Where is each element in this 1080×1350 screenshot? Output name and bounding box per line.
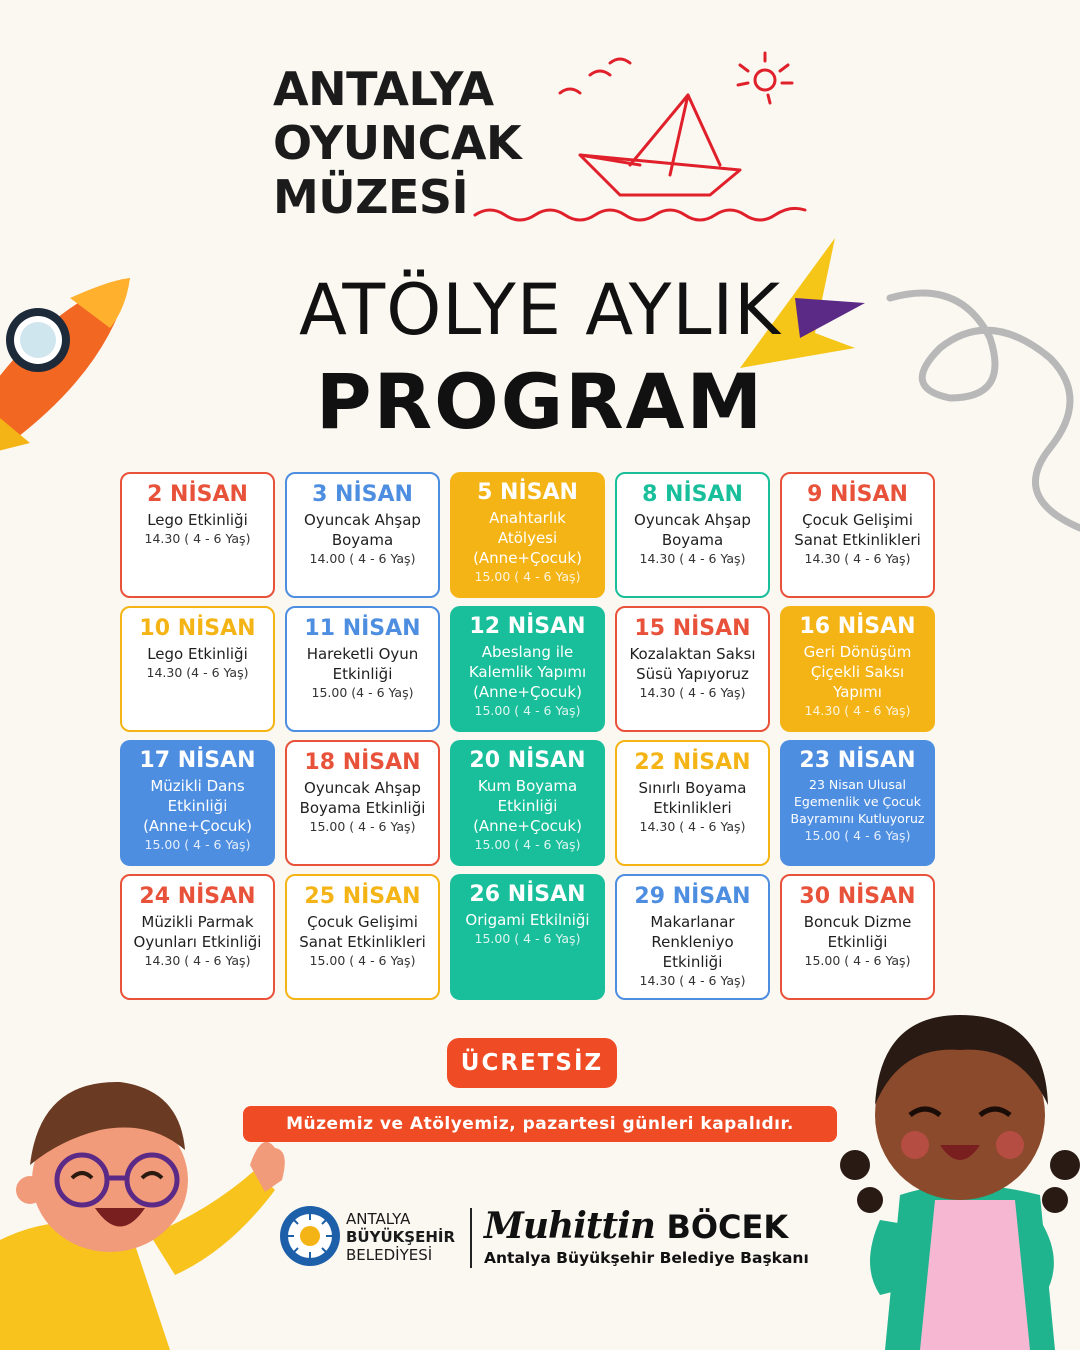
boy-illustration xyxy=(0,1060,300,1350)
event-title-line: Oyunları Etkinliği xyxy=(133,933,262,951)
event-title-line: Renkleniyo xyxy=(651,933,734,951)
event-title-line: Oyuncak Ahşap xyxy=(304,779,421,797)
event-title-line: Etkinliği xyxy=(497,797,558,815)
municipality-name-line: BÜYÜKŞEHİR xyxy=(346,1228,456,1246)
event-card xyxy=(120,472,275,598)
event-card xyxy=(780,472,935,598)
event-title-line: Boyama xyxy=(331,531,394,549)
event-time: 15.00 (4 - 6 Yaş) xyxy=(311,685,414,700)
event-title-line: Müzikli Dans xyxy=(150,777,245,795)
event-title-line: Çiçekli Saksı xyxy=(810,663,905,681)
event-title-line: Bayramını Kutluyoruz xyxy=(790,811,925,826)
event-date: 8 NİSAN xyxy=(642,482,743,507)
event-title-line: Egemenlik ve Çocuk xyxy=(794,794,921,809)
girl-illustration xyxy=(840,1005,1080,1350)
event-date: 20 NİSAN xyxy=(469,748,586,773)
event-title-line: Kalemlik Yapımı xyxy=(468,663,587,681)
event-card xyxy=(285,606,440,732)
event-card xyxy=(450,740,605,866)
event-card xyxy=(615,606,770,732)
event-time: 14.30 ( 4 - 6 Yaş) xyxy=(144,531,251,546)
event-date: 16 NİSAN xyxy=(799,614,916,639)
event-card xyxy=(285,874,440,1000)
event-date: 2 NİSAN xyxy=(147,482,248,507)
event-title-line: Makarlanar xyxy=(650,913,735,931)
event-time: 15.00 ( 4 - 6 Yaş) xyxy=(309,819,416,834)
event-date: 26 NİSAN xyxy=(469,882,586,907)
event-card xyxy=(120,740,275,866)
museum-title-line: OYUNCAK xyxy=(273,116,522,170)
event-title-line: Sanat Etkinlikleri xyxy=(794,531,921,549)
museum-title-line: MÜZESİ xyxy=(273,170,469,224)
event-date: 10 NİSAN xyxy=(139,616,256,641)
event-date: 29 NİSAN xyxy=(634,884,751,909)
event-date: 18 NİSAN xyxy=(304,750,421,775)
event-card xyxy=(450,606,605,732)
event-title-line: Çocuk Gelişimi xyxy=(802,511,913,529)
event-title-line: Abeslang ile xyxy=(481,643,574,661)
event-date: 24 NİSAN xyxy=(139,884,256,909)
event-date: 22 NİSAN xyxy=(634,750,751,775)
event-card xyxy=(450,874,605,1000)
event-time: 14.30 ( 4 - 6 Yaş) xyxy=(639,551,746,566)
footer-divider xyxy=(470,1208,472,1268)
event-title-line: Kum Boyama xyxy=(477,777,578,795)
event-title-line: Etkinliği xyxy=(662,953,723,971)
event-title-line: Sınırlı Boyama xyxy=(638,779,747,797)
event-title-line: Oyuncak Ahşap xyxy=(304,511,421,529)
event-card xyxy=(120,606,275,732)
event-title-line: Hareketli Oyun xyxy=(306,645,419,663)
event-title-line: Origami Etkilniği xyxy=(465,911,590,929)
event-card xyxy=(285,740,440,866)
event-title-line: Oyuncak Ahşap xyxy=(634,511,751,529)
event-title-line: Sanat Etkinlikleri xyxy=(299,933,426,951)
closed-notice-banner: Müzemiz ve Atölyemiz, pazartesi günleri kapalıdır. xyxy=(243,1106,837,1142)
event-time: 15.00 ( 4 - 6 Yaş) xyxy=(474,931,581,946)
event-time: 15.00 ( 4 - 6 Yaş) xyxy=(804,953,911,968)
event-title-line: Anahtarlık xyxy=(489,509,566,527)
municipality-name-line: ANTALYA xyxy=(346,1210,411,1228)
event-time: 14.30 (4 - 6 Yaş) xyxy=(146,665,249,680)
event-date: 30 NİSAN xyxy=(799,884,916,909)
event-title-line: 23 Nisan Ulusal xyxy=(809,777,906,792)
event-title-line: Etkinliği xyxy=(827,933,888,951)
event-title-line: Boncuk Dizme xyxy=(803,913,912,931)
event-card xyxy=(780,740,935,866)
event-time: 14.30 ( 4 - 6 Yaş) xyxy=(144,953,251,968)
event-date: 9 NİSAN xyxy=(807,482,908,507)
event-date: 12 NİSAN xyxy=(469,614,586,639)
municipality-logo-icon xyxy=(279,1205,341,1267)
mayor-signature xyxy=(484,1206,809,1269)
event-card xyxy=(780,606,935,732)
event-card xyxy=(615,874,770,1000)
event-grid xyxy=(120,472,936,1000)
event-title-line: Boyama Etkinliği xyxy=(299,799,426,817)
event-time: 15.00 ( 4 - 6 Yaş) xyxy=(309,953,416,968)
museum-title xyxy=(273,62,521,224)
event-title-line: Boyama xyxy=(661,531,724,549)
event-time: 14.30 ( 4 - 6 Yaş) xyxy=(639,685,746,700)
event-title-line: (Anne+Çocuk) xyxy=(143,817,252,835)
event-time: 14.30 ( 4 - 6 Yaş) xyxy=(639,973,746,988)
event-time: 15.00 ( 4 - 6 Yaş) xyxy=(804,828,911,843)
event-date: 17 NİSAN xyxy=(139,748,256,773)
event-title-line: (Anne+Çocuk) xyxy=(473,549,582,567)
mayor-name: Muhittin BÖCEK xyxy=(484,1205,789,1247)
mayor-role: Antalya Büyükşehir Belediye Başkanı xyxy=(484,1249,809,1267)
program-heading-line1: ATÖLYE AYLIK xyxy=(298,269,781,351)
event-time: 14.30 ( 4 - 6 Yaş) xyxy=(639,819,746,834)
event-card xyxy=(450,472,605,598)
event-title-line: Atölyesi xyxy=(497,529,558,547)
event-title-line: Geri Dönüşüm xyxy=(803,643,912,661)
event-card xyxy=(615,472,770,598)
event-time: 15.00 ( 4 - 6 Yaş) xyxy=(144,837,251,852)
event-date: 11 NİSAN xyxy=(304,616,421,641)
event-title-line: (Anne+Çocuk) xyxy=(473,683,582,701)
event-date: 5 NİSAN xyxy=(477,480,578,505)
event-time: 15.00 ( 4 - 6 Yaş) xyxy=(474,837,581,852)
event-card xyxy=(120,874,275,1000)
event-title-line: Yapımı xyxy=(833,683,882,701)
event-date: 25 NİSAN xyxy=(304,884,421,909)
event-title-line: Lego Etkinliği xyxy=(147,645,248,663)
event-title-line: Etkinlikleri xyxy=(653,799,732,817)
event-date: 3 NİSAN xyxy=(312,482,413,507)
museum-title-line: ANTALYA xyxy=(273,62,494,116)
event-time: 14.30 ( 4 - 6 Yaş) xyxy=(804,703,911,718)
event-card xyxy=(780,874,935,1000)
free-badge: ÜCRETSİZ xyxy=(447,1038,617,1088)
event-time: 15.00 ( 4 - 6 Yaş) xyxy=(474,703,581,718)
event-title-line: Etkinliği xyxy=(167,797,228,815)
event-title-line: Kozalaktan Saksı xyxy=(629,645,756,663)
event-title-line: (Anne+Çocuk) xyxy=(473,817,582,835)
event-time: 14.00 ( 4 - 6 Yaş) xyxy=(309,551,416,566)
event-title-line: Lego Etkinliği xyxy=(147,511,248,529)
event-time: 14.30 ( 4 - 6 Yaş) xyxy=(804,551,911,566)
event-date: 23 NİSAN xyxy=(799,748,916,773)
event-time: 15.00 ( 4 - 6 Yaş) xyxy=(474,569,581,584)
event-card xyxy=(615,740,770,866)
event-title-line: Çocuk Gelişimi xyxy=(307,913,418,931)
municipality-name-line: BELEDİYESİ xyxy=(346,1246,433,1264)
program-heading-line2: PROGRAM xyxy=(315,357,765,446)
event-title-line: Müzikli Parmak xyxy=(141,913,254,931)
event-card xyxy=(285,472,440,598)
municipality-name xyxy=(346,1210,455,1264)
event-title-line: Süsü Yapıyoruz xyxy=(636,665,749,683)
event-title-line: Etkinliği xyxy=(332,665,393,683)
event-date: 15 NİSAN xyxy=(634,616,751,641)
